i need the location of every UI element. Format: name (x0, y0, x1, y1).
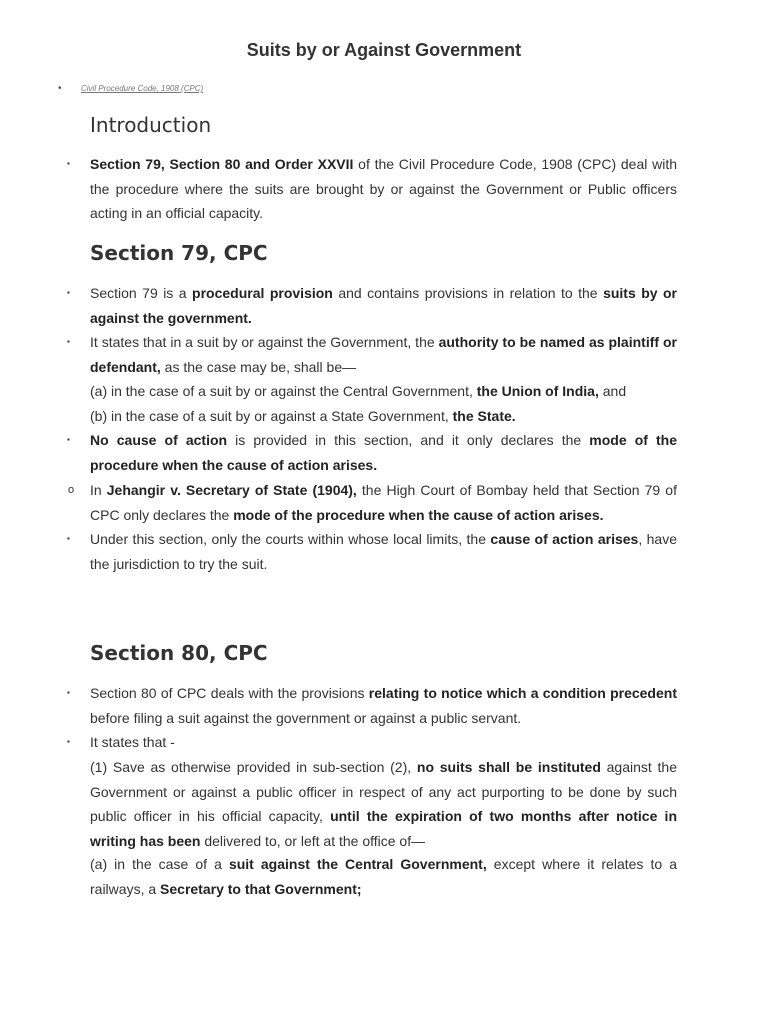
bold-text: relating to notice which a condition precedent (368, 685, 677, 701)
sec79-item-2b (90, 404, 677, 429)
sec80-item-2-1a (90, 852, 677, 901)
cpc-link[interactable]: Civil Procedure Code, 1908 (CPC) (81, 84, 204, 93)
sec79-item-2a (90, 379, 677, 404)
text: is provided in this section, and it only declares the (227, 432, 590, 448)
page-title: Suits by or Against Government (246, 40, 522, 60)
bold-text: Secretary to that Government; (160, 880, 362, 897)
square-bullet-icon: ▪ (67, 288, 70, 297)
text: and contains provisions in relation to the (332, 285, 604, 301)
bold-text: procedural provision (192, 285, 333, 301)
text: and (598, 383, 627, 399)
text: (1) Save as otherwise provided in sub-section (2), (90, 759, 417, 775)
text: except where it relates to a railways, a (90, 856, 678, 897)
bold-text: mode of the procedure when the cause of action arises. (233, 506, 604, 523)
text: , have the jurisdiction to try the suit. (90, 531, 678, 572)
intro-paragraph (67, 152, 678, 226)
sec80-item-2 (67, 730, 677, 755)
text: (a) in the case of a (90, 856, 229, 872)
bold-text: mode of the procedure when the cause of action arises. (90, 432, 678, 473)
square-bullet-icon: ▪ (67, 435, 70, 444)
bold-text: until the expiration of two months after notice in writing has been (90, 808, 677, 849)
bold-text: suits by or against the government. (90, 285, 678, 326)
square-bullet-icon: ▪ (67, 737, 70, 746)
bold-text: Section 79, Section 80 and Order XXVII (90, 156, 354, 172)
sec79-subitem-case (68, 478, 677, 527)
bullet-dot-icon: • (58, 83, 62, 94)
text: (b) in the case of a suit by or against a State Government, (90, 408, 453, 424)
bold-text: suit against the Central Government, (228, 856, 487, 872)
square-bullet-icon: ▪ (67, 337, 70, 346)
square-bullet-icon: ▪ (67, 688, 70, 697)
text: It states that - (90, 734, 175, 750)
bold-text: cause of action arises (490, 531, 639, 547)
sec80-item-1 (67, 681, 677, 730)
sec79-item-1 (67, 281, 678, 330)
circle-bullet-icon: o (68, 484, 75, 496)
text: Section 80 of CPC deals with the provisions (90, 685, 369, 701)
sec79-item-4 (67, 527, 678, 576)
section-79-heading: Section 79, CPC (90, 241, 268, 265)
bold-text: the State. (452, 408, 516, 424)
text: against the Government or against a public officer in respect of any act purporting to be done by such public officer in his official capacity, (90, 759, 677, 824)
text: the High Court of Bombay held that Section 79 of CPC only declares the (90, 482, 677, 523)
sec80-item-2-1 (90, 755, 677, 853)
text: It states that in a suit by or against the Government, the (90, 334, 439, 350)
bold-text: Jehangir v. Secretary of State (1904), (106, 482, 357, 498)
square-bullet-icon: ▪ (67, 159, 70, 168)
text: In (90, 482, 107, 498)
bold-text: authority to be named as plaintiff or defendant, (90, 334, 677, 375)
bold-text: No cause of action (90, 432, 228, 448)
text: before filing a suit against the government or against a public servant. (90, 709, 522, 726)
text: of the Civil Procedure Code, 1908 (CPC) deal with the procedure where the suits are brought by or against the Government or Public officers acting in an official capacity. (90, 156, 678, 221)
breadcrumb (58, 82, 203, 96)
bold-text: the Union of India, (476, 383, 599, 399)
text: as the case may be, shall be— (160, 358, 357, 375)
sec79-item-3 (67, 428, 678, 477)
square-bullet-icon: ▪ (67, 534, 70, 543)
section-80-heading: Section 80, CPC (90, 641, 268, 665)
text: delivered to, or left at the office of— (200, 832, 426, 849)
text: Section 79 is a (90, 285, 193, 301)
sec79-item-2 (67, 330, 677, 379)
introduction-heading: Introduction (90, 113, 212, 137)
bold-text: no suits shall be instituted (416, 759, 601, 775)
text: Under this section, only the courts within whose local limits, the (90, 531, 491, 547)
text: (a) in the case of a suit by or against the Central Government, (90, 383, 477, 399)
